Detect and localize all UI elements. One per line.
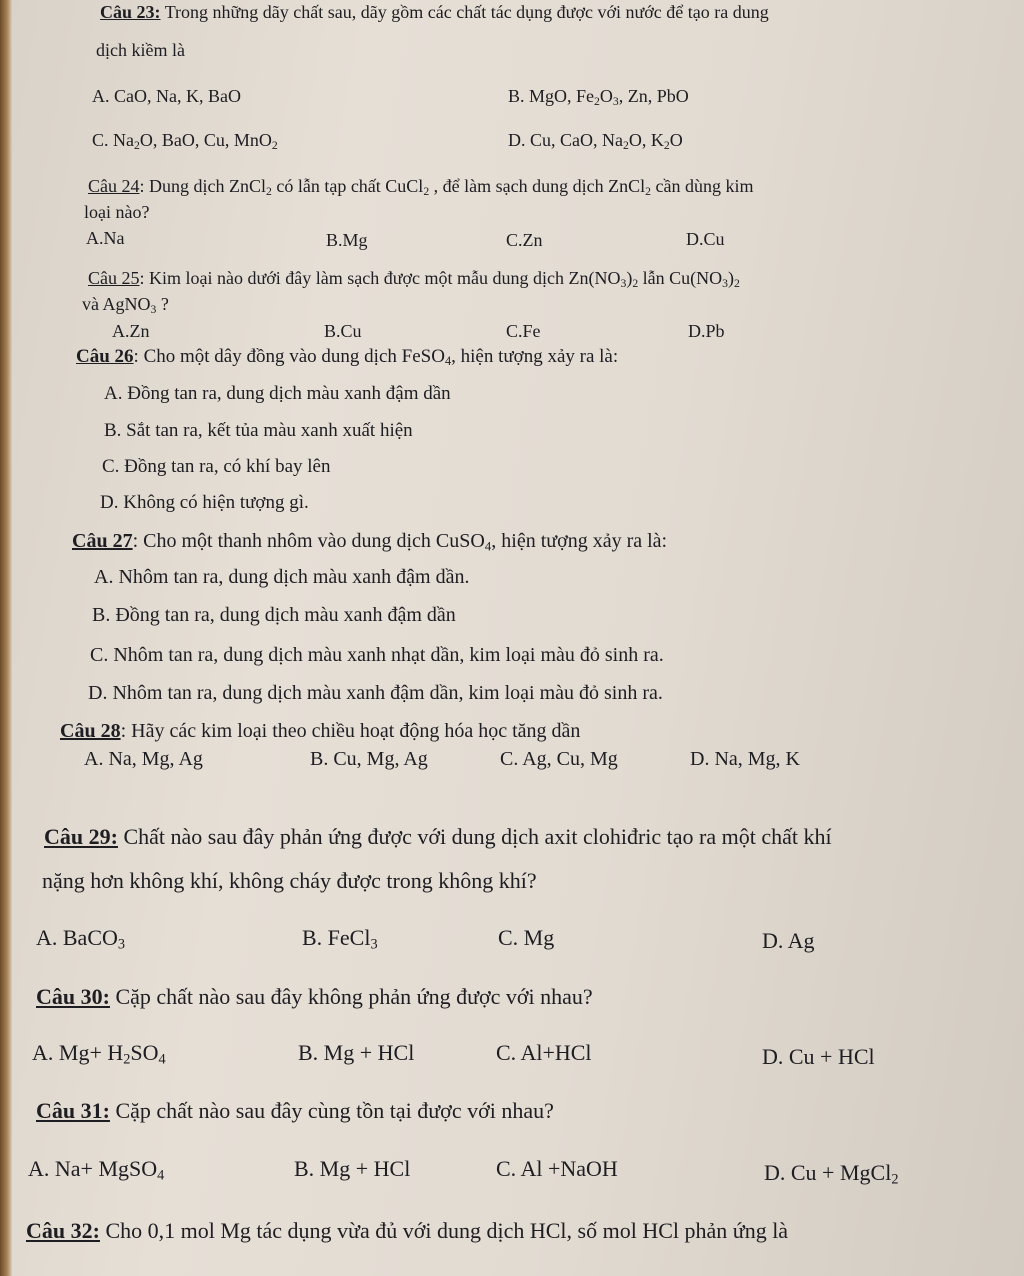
- question-24-label: Câu 24: [88, 176, 140, 196]
- question-27-option-d: D. Nhôm tan ra, dung dịch màu xanh đậm dần, kim loại màu đỏ sinh ra.: [88, 682, 663, 704]
- question-32-label: Câu 32:: [26, 1218, 100, 1243]
- question-23-label: Câu 23:: [100, 2, 161, 22]
- question-30-option-b: B. Mg + HCl: [298, 1040, 415, 1065]
- question-29-option-a: A. BaCO$_3$: [36, 925, 126, 953]
- question-29-text-cont: nặng hơn không khí, không cháy được trong không khí?: [42, 868, 537, 893]
- question-24-option-d: D.Cu: [686, 229, 725, 249]
- question-27-option-c: C. Nhôm tan ra, dung dịch màu xanh nhạt dần, kim loại màu đỏ sinh ra.: [90, 644, 664, 666]
- question-30-option-c: C. Al+HCl: [496, 1040, 592, 1065]
- question-25-text: Câu 25: Kim loại nào dưới đây làm sạch được một mẫu dung dịch $Zn(NO_3)_2$ lẫn $Cu(NO_3)_2$: [88, 268, 740, 290]
- question-31-text: Câu 31: Cặp chất nào sau đây cùng tồn tại được với nhau?: [36, 1098, 554, 1123]
- question-29-text: Câu 29: Chất nào sau đây phản ứng được với dung dịch axit clohiđric tạo ra một chất khí: [44, 824, 832, 849]
- question-28-option-d: D. Na, Mg, K: [690, 748, 800, 770]
- question-31-label: Câu 31:: [36, 1098, 110, 1123]
- question-27-option-b: B. Đồng tan ra, dung dịch màu xanh đậm dần: [92, 604, 456, 626]
- question-26-option-a: A. Đồng tan ra, dung dịch màu xanh đậm dần: [104, 383, 451, 404]
- question-23-option-c: C. $Na_2O$, BaO, Cu, MnO$_2$: [92, 130, 278, 152]
- question-26-option-b: B. Sắt tan ra, kết tủa màu xanh xuất hiện: [104, 420, 413, 441]
- question-27-text: Câu 27: Cho một thanh nhôm vào dung dịch CuSO$_4$, hiện tượng xảy ra là:: [72, 530, 668, 554]
- question-23-option-a: A. CaO, Na, K, BaO: [92, 86, 241, 106]
- question-23-text: Câu 23: Trong những dãy chất sau, dãy gồm các chất tác dụng được với nước để tạo ra dung: [100, 2, 769, 22]
- question-28-option-b: B. Cu, Mg, Ag: [310, 748, 428, 770]
- question-29-option-c: C. Mg: [498, 925, 555, 950]
- question-28-option-c: C. Ag, Cu, Mg: [500, 748, 618, 770]
- question-24-text-cont: loại nào?: [84, 202, 150, 222]
- question-25-option-c: C.Fe: [506, 321, 541, 341]
- question-26-label: Câu 26: [76, 346, 134, 367]
- question-23-text-cont: dịch kiềm là: [96, 40, 185, 60]
- question-32-text: Câu 32: Cho 0,1 mol Mg tác dụng vừa đủ với dung dịch HCl, số mol HCl phản ứng là: [26, 1218, 789, 1243]
- question-31-option-a: A. Na+ MgSO$_4$: [28, 1156, 165, 1184]
- question-28-option-a: A. Na, Mg, Ag: [84, 748, 203, 770]
- question-29-option-b: B. FeCl$_3$: [302, 925, 378, 953]
- question-25-label: Câu 25: [88, 268, 140, 288]
- question-31-option-b: B. Mg + HCl: [294, 1156, 411, 1181]
- question-29-option-d: D. Ag: [762, 928, 815, 953]
- question-31-option-d: D. Cu + MgCl$_2$: [764, 1160, 899, 1188]
- question-23-option-d: D. Cu, CaO, $Na_2O$, $K_2O$: [508, 130, 683, 152]
- question-24-option-c: C.Zn: [506, 230, 543, 250]
- question-30-option-d: D. Cu + HCl: [762, 1044, 875, 1069]
- question-24-option-b: B.Mg: [326, 230, 368, 250]
- question-30-label: Câu 30:: [36, 984, 110, 1009]
- question-24-option-a: A.Na: [86, 228, 125, 248]
- question-28-label: Câu 28: [60, 720, 121, 742]
- question-31-option-c: C. Al +NaOH: [496, 1156, 618, 1181]
- question-26-option-d: D. Không có hiện tượng gì.: [100, 492, 309, 513]
- question-27-label: Câu 27: [72, 530, 133, 552]
- question-25-option-b: B.Cu: [324, 321, 362, 341]
- question-25-option-a: A.Zn: [112, 321, 150, 341]
- question-23-option-b: B. MgO, $Fe_2O_3$, Zn, PbO: [508, 86, 689, 108]
- question-26-option-c: C. Đồng tan ra, có khí bay lên: [102, 456, 331, 477]
- question-27-option-a: A. Nhôm tan ra, dung dịch màu xanh đậm dần.: [94, 566, 470, 588]
- question-28-text: Câu 28: Hãy các kim loại theo chiều hoạt động hóa học tăng dần: [60, 720, 581, 742]
- question-30-option-a: A. $Mg+ H_2SO_4$: [32, 1040, 166, 1068]
- question-26-text: Câu 26: Cho một dây đồng vào dung dịch FeSO$_4$, hiện tượng xảy ra là:: [76, 346, 619, 369]
- question-24-text: Câu 24: Dung dịch ZnCl$_2$ có lẫn tạp chất CuCl$_2$ , để làm sạch dung dịch ZnCl$_2$ cần dùng kim: [88, 176, 754, 198]
- question-25-option-d: D.Pb: [688, 321, 725, 341]
- question-25-text-cont: và AgNO$_3$ ?: [82, 294, 169, 316]
- question-29-label: Câu 29:: [44, 824, 118, 849]
- question-30-text: Câu 30: Cặp chất nào sau đây không phản ứng được với nhau?: [36, 984, 593, 1009]
